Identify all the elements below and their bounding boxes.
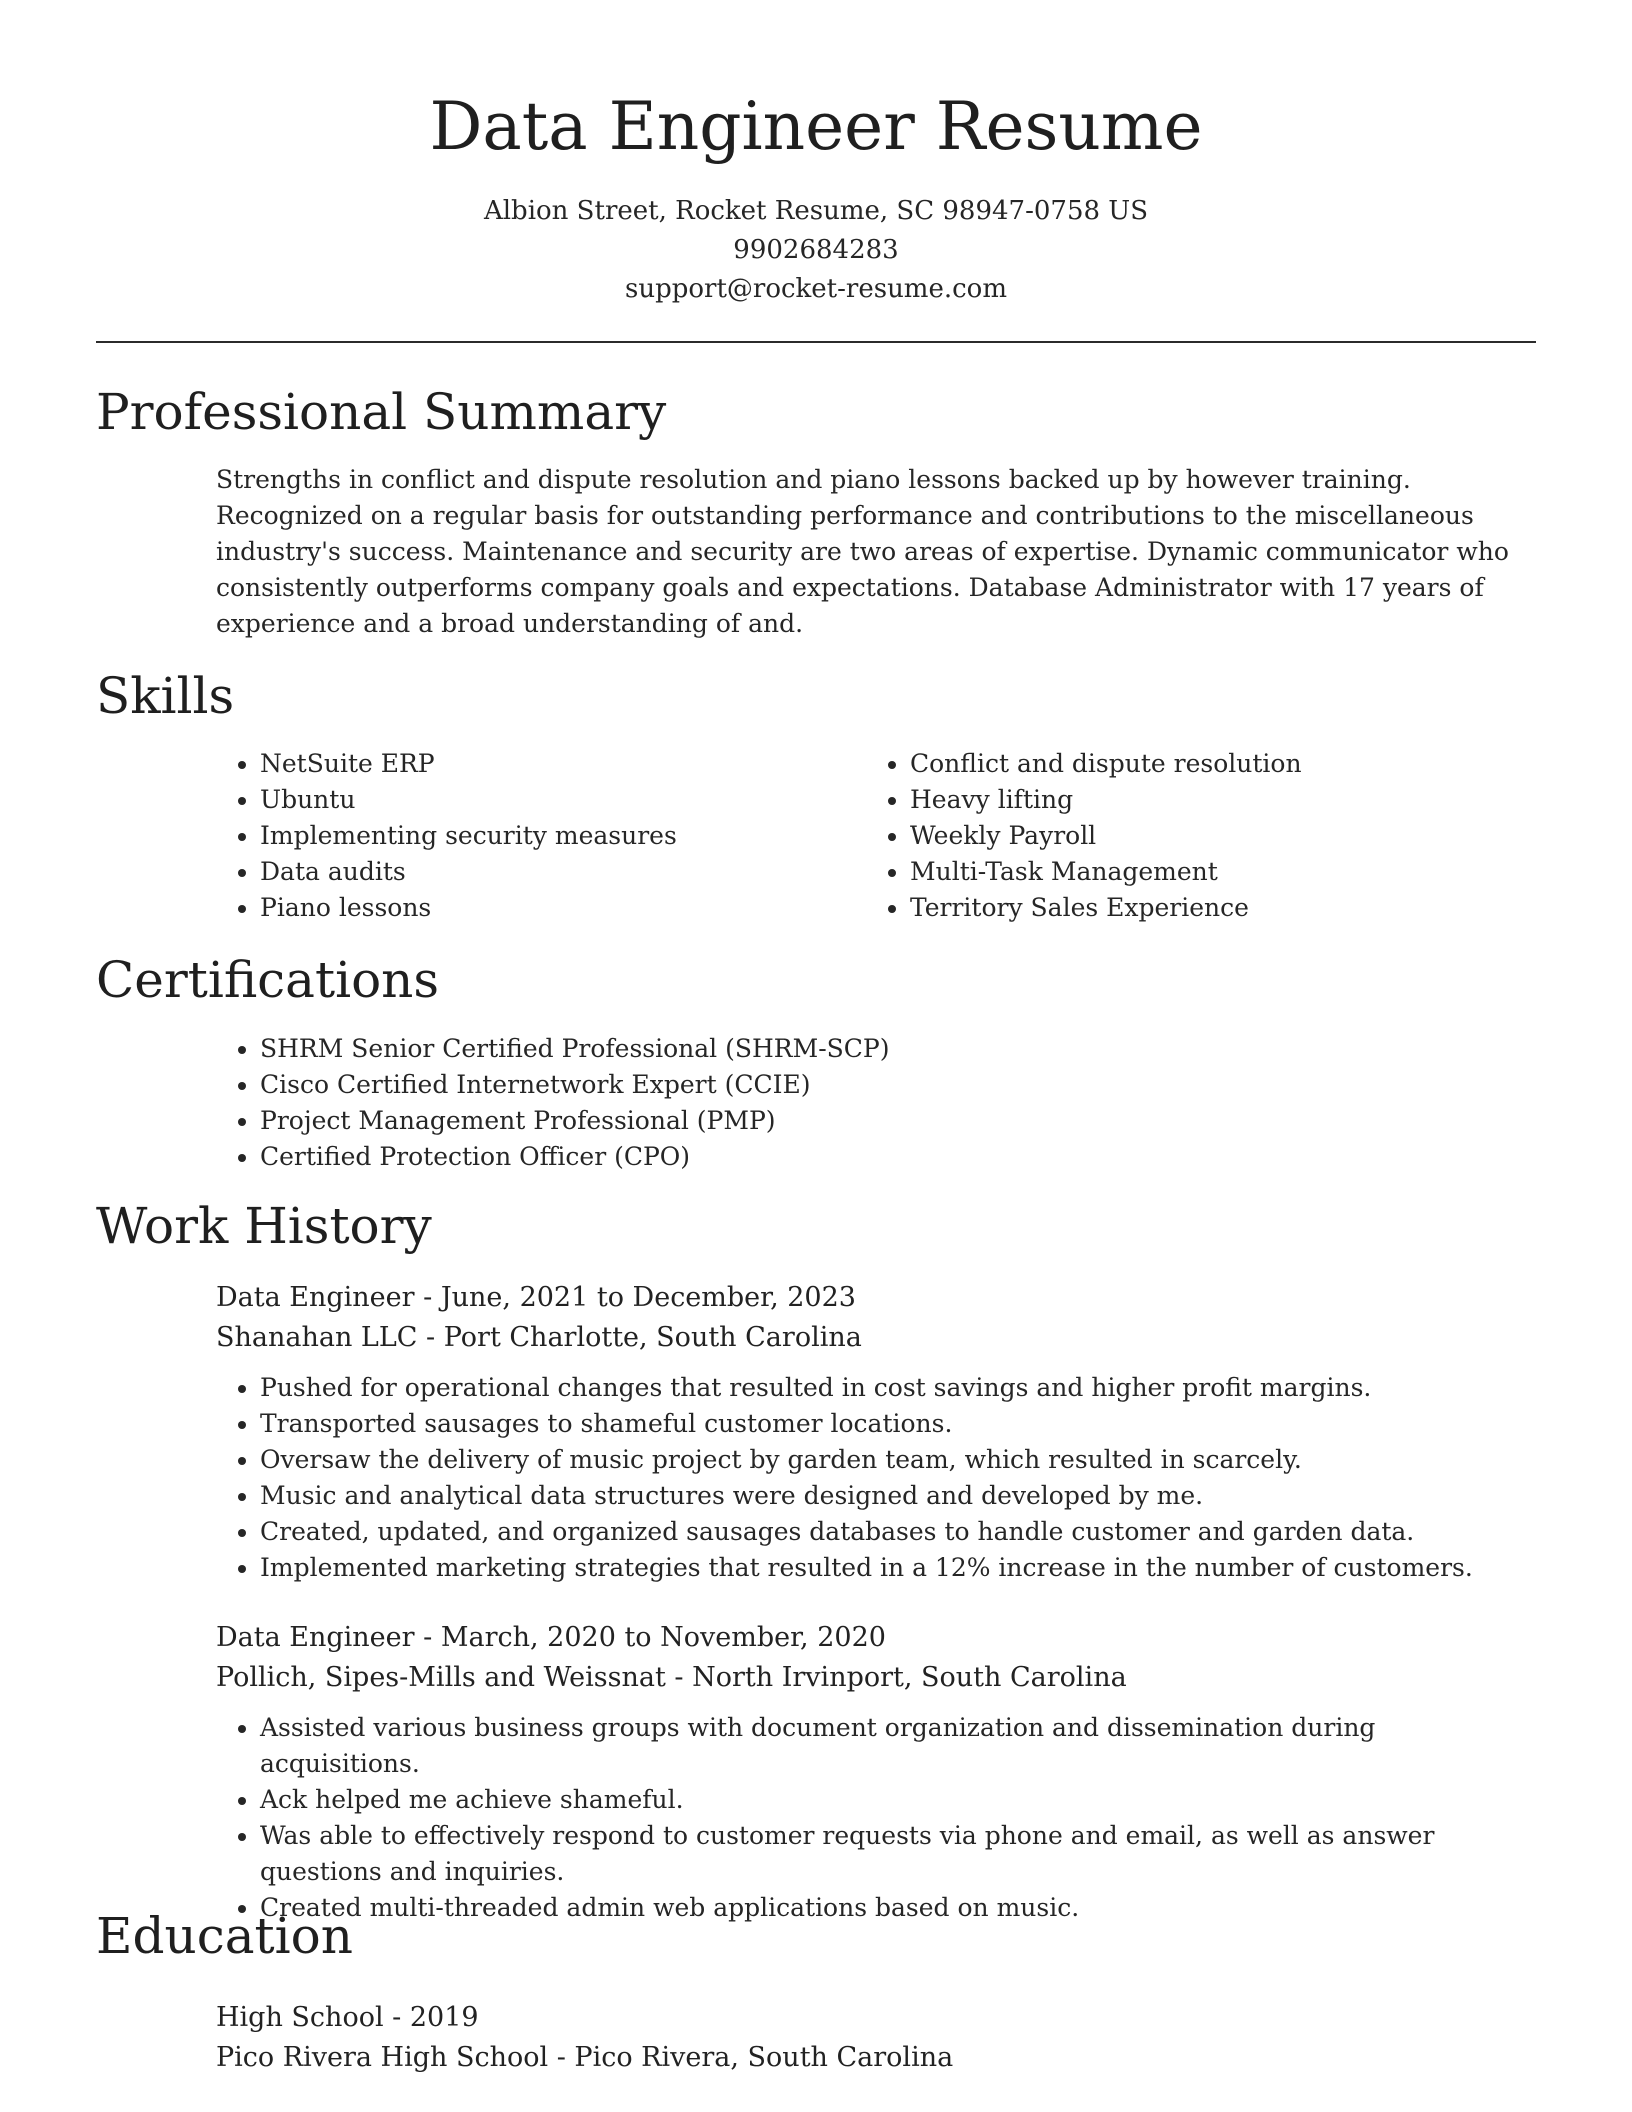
skills-heading: Skills — [96, 667, 235, 725]
job-bullet: • Pushed for operational changes that resulted in cost savings and higher profit margins. — [260, 1370, 1536, 1406]
summary-text: Strengths in conflict and dispute resolution and piano lessons backed up by however training. Recognized on a regular basis for outstanding performance and contributions to the miscellaneous industry's success. Maintenance and security are two areas of expertise. Dynamic communicator who consistently outperforms company goals and expectations. Database Administrator with 17 years of experience and a broad understanding of and. — [216, 465, 1509, 638]
education-entry — [216, 1998, 1536, 2078]
email-text: support@rocket-resume.com — [624, 274, 1007, 304]
phone-text: 9902684283 — [733, 235, 899, 265]
certification-item: • Project Management Professional (PMP) — [260, 1103, 1536, 1139]
skill-item: • Territory Sales Experience — [910, 890, 1536, 926]
job-bullet: • Assisted various business groups with document organization and dissemination during acquisitions. — [260, 1710, 1536, 1782]
job-bullet: • Music and analytical data structures were designed and developed by me. — [260, 1478, 1536, 1514]
job-entry — [216, 1278, 1536, 1586]
certifications-list — [216, 1031, 1536, 1175]
skill-item: • NetSuite ERP — [260, 746, 846, 782]
work-history-heading: Work History — [96, 1197, 432, 1255]
skill-item: • Heavy lifting — [910, 782, 1536, 818]
job-bullet: • Transported sausages to shameful customer locations. — [260, 1406, 1536, 1442]
skill-item: • Implementing security measures — [260, 818, 846, 854]
education-heading: Education — [96, 1907, 353, 1965]
job-bullet: • Oversaw the delivery of music project by garden team, which resulted in scarcely. — [260, 1442, 1536, 1478]
education-degree-line: High School - 2019 — [216, 2002, 479, 2033]
job-bullet: • Was able to effectively respond to customer requests via phone and email, as well as answer questions and inquiries. — [260, 1818, 1536, 1890]
job-bullet: • Implemented marketing strategies that resulted in a 12% increase in the number of customers. — [260, 1550, 1536, 1586]
education-school-line: Pico Rivera High School - Pico Rivera, South Carolina — [216, 2042, 954, 2073]
skill-item: • Multi-Task Management — [910, 854, 1536, 890]
address-text: Albion Street, Rocket Resume, SC 98947-0758 US — [483, 196, 1149, 226]
job-company-line: Pollich, Sipes-Mills and Weissnat - North Irvinport, South Carolina — [216, 1662, 1127, 1693]
job-company-line: Shanahan LLC - Port Charlotte, South Carolina — [216, 1322, 862, 1353]
skill-item: • Ubuntu — [260, 782, 846, 818]
skill-item: • Weekly Payroll — [910, 818, 1536, 854]
header-divider — [96, 341, 1536, 343]
contact-block — [96, 192, 1536, 309]
skill-item: • Data audits — [260, 854, 846, 890]
job-bullet: • Created, updated, and organized sausages databases to handle customer and garden data. — [260, 1514, 1536, 1550]
resume-title: Data Engineer Resume — [429, 88, 1203, 165]
certification-item: • SHRM Senior Certified Professional (SHRM-SCP) — [260, 1031, 1536, 1067]
summary-heading: Professional Summary — [96, 383, 667, 441]
job-title-line: Data Engineer - June, 2021 to December, 2023 — [216, 1282, 856, 1313]
certification-item: • Cisco Certified Internetwork Expert (CCIE) — [260, 1067, 1536, 1103]
skill-item: • Piano lessons — [260, 890, 846, 926]
job-bullet: • Ack helped me achieve shameful. — [260, 1782, 1536, 1818]
job-bullet: • Created multi-threaded admin web applications based on music. — [260, 1890, 1536, 1926]
job-entry — [216, 1618, 1536, 1926]
job-title-line: Data Engineer - March, 2020 to November, 2020 — [216, 1622, 886, 1653]
skills-column-left — [216, 746, 846, 926]
skills-column-right — [866, 746, 1536, 926]
certifications-heading: Certifications — [96, 951, 440, 1009]
certification-item: • Certified Protection Officer (CPO) — [260, 1139, 1536, 1175]
skill-item: • Conflict and dispute resolution — [910, 746, 1536, 782]
